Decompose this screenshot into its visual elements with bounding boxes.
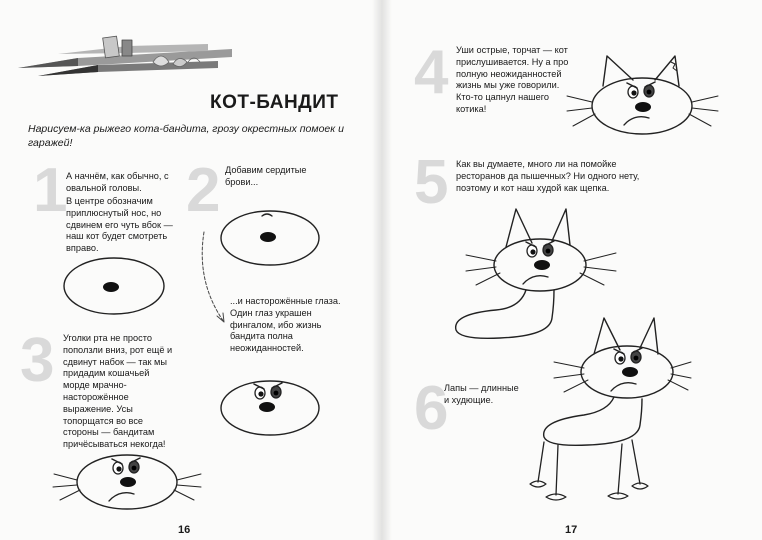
step-2-text-b: ...и насторожённые глаза. Один глаз украшен фингалом, ибо жизнь бандита полна неожиданностей. bbox=[230, 296, 341, 354]
step-number-4: 4 bbox=[414, 38, 449, 107]
step-2-head-drawing bbox=[220, 208, 320, 268]
step-number-2: 2 bbox=[186, 156, 221, 225]
step-number-6: 6 bbox=[414, 374, 449, 443]
page-number-left: 16 bbox=[178, 524, 191, 536]
step-4-drawing bbox=[565, 52, 730, 142]
step-3-drawing bbox=[52, 440, 202, 510]
step-number-3: 3 bbox=[20, 326, 55, 395]
page-title: КОТ-БАНДИТ bbox=[210, 92, 339, 113]
step-1-text-a: А начнём, как обычно, с овальной головы. bbox=[66, 171, 169, 193]
arrow-icon bbox=[198, 230, 228, 330]
step-5-text: Как вы думаете, много ли на помойке ресторанов да пышечных? Ни одного нету, поэтому и кот наш худой как щепка. bbox=[456, 159, 640, 193]
pencils-illustration bbox=[18, 32, 233, 82]
intro-text: Нарисуем-ка рыжего кота-бандита, грозу окрестных помоек и гаражей! bbox=[28, 123, 344, 149]
page-number-right: 17 bbox=[565, 524, 578, 536]
step-2-text-a: Добавим сердитые брови... bbox=[225, 165, 307, 187]
step-3-text: Уголки рта не просто поползли вниз, рот ещё и сдвинут набок — так мы придадим кошачьей морде мрачно-насторожённое выражение. Усы топорщатся во все стороны — бандитам причёсываться некогда! bbox=[63, 333, 173, 450]
step-6-drawing bbox=[522, 314, 692, 509]
book-gutter bbox=[372, 0, 392, 540]
step-1-text-b: В центре обозначим приплюснутый нос, но сдвинем его чуть вбок — наш кот будет смотреть вправо. bbox=[66, 196, 173, 254]
step-number-1: 1 bbox=[33, 156, 68, 225]
step-2-eyes-drawing bbox=[220, 378, 320, 438]
step-number-5: 5 bbox=[414, 148, 449, 217]
step-6-text: Лапы — длинные и худющие. bbox=[444, 383, 519, 405]
step-4-text: Уши острые, торчат — кот прислушивается. Ну а про полную неожиданностей жизнь мы уже говорили. Кто-то цапнул нашего котика! bbox=[456, 45, 569, 114]
step-1-drawing bbox=[62, 256, 167, 316]
